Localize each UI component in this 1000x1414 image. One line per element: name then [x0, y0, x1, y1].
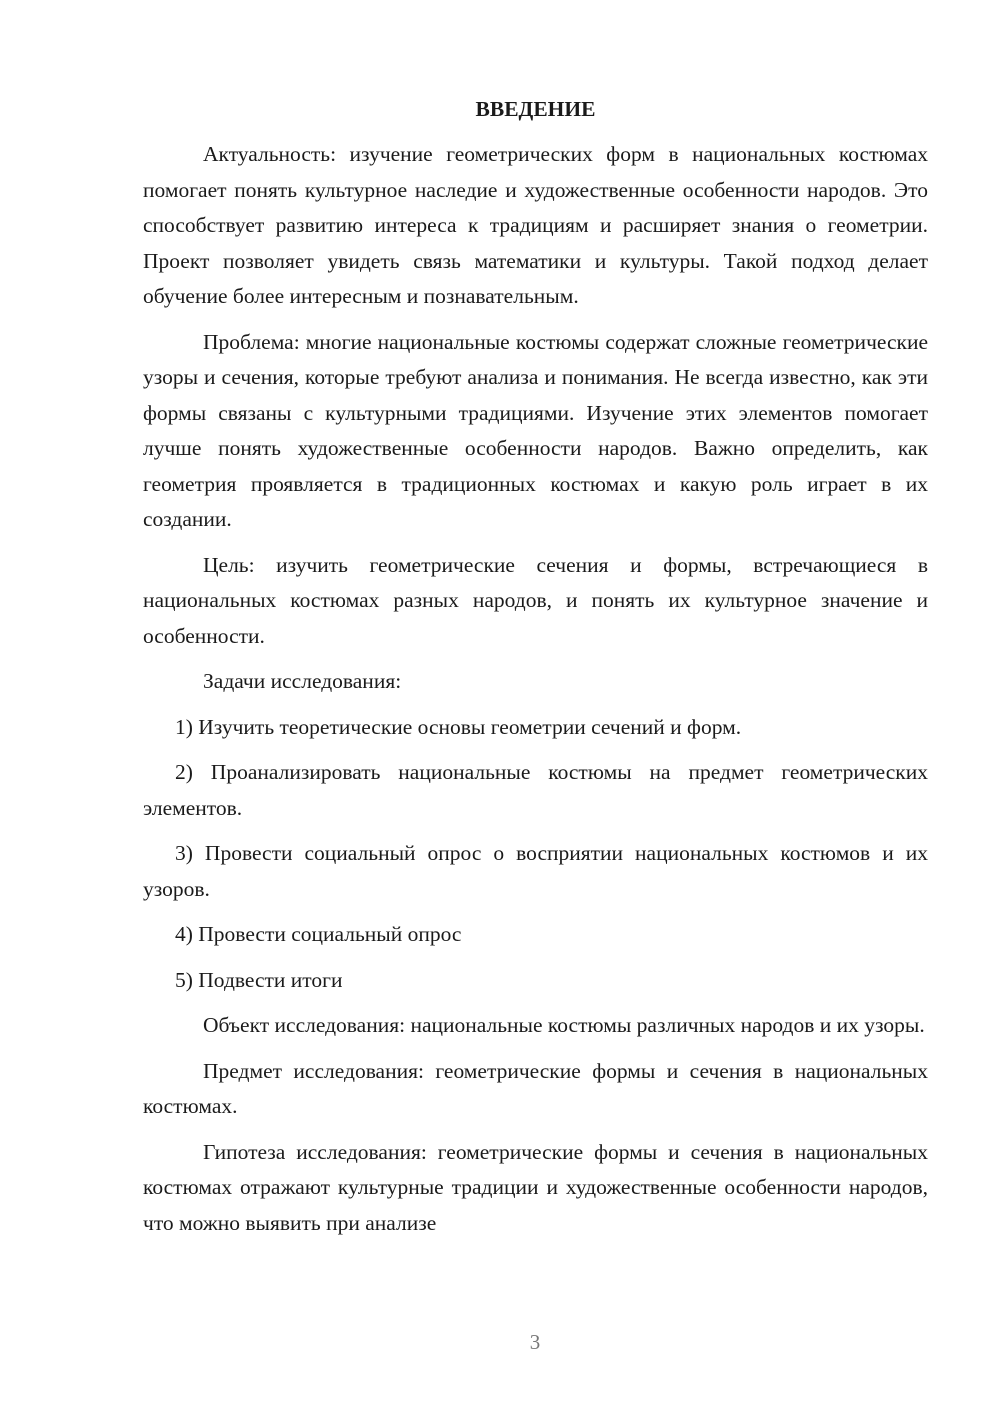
document-page: [143, 92, 928, 1251]
task-item-1: 1) Изучить теоретические основы геометрии сечений и форм.: [175, 714, 742, 739]
paragraph-subject: Предмет исследования: геометрические формы и сечения в национальных костюмах.: [143, 1058, 928, 1118]
paragraph-hypothesis: Гипотеза исследования: геометрические формы и сечения в национальных костюмах отражают культурные традиции и художественные особенности народов, что можно выявить при анализе: [143, 1139, 928, 1235]
page-number: 3: [529, 1330, 541, 1354]
task-item-2: 2) Проанализировать национальные костюмы на предмет геометрических элементов.: [143, 760, 928, 820]
task-item-4: 4) Провести социальный опрос: [175, 922, 462, 946]
tasks-title: Задачи исследования:: [203, 669, 402, 693]
section-heading: ВВЕДЕНИЕ: [475, 97, 596, 121]
paragraph-problem: Проблема: многие национальные костюмы содержат сложные геометрические узоры и сечения, которые требуют анализа и понимания. Не всегда известно, как эти формы связаны с культурными традициями. Изучение этих элементов помогает лучше понять художественные особенности народов. Важно определить, как геометрия проявляется в традиционных костюмах и какую роль играет в их создании.: [143, 329, 928, 531]
paragraph-object: Объект исследования: национальные костюмы различных народов и их узоры.: [203, 1013, 925, 1037]
paragraph-goal: Цель: изучить геометрические сечения и формы, встречающиеся в национальных костюмах разных народов, и понять их культурное значение и особенности.: [143, 552, 928, 648]
task-item-3: 3) Провести социальный опрос о восприятии национальных костюмов и их узоров.: [143, 841, 928, 901]
paragraph-relevance: Актуальность: изучение геометрических форм в национальных костюмах помогает понять культурное наследие и художественные особенности народов. Это способствует развитию интереса к традициям и расширяет знания о геометрии. Проект позволяет увидеть связь математики и культуры. Такой подход делает обучение более интересным и познавательным.: [143, 142, 928, 308]
task-item-5: 5) Подвести итоги: [175, 967, 343, 992]
